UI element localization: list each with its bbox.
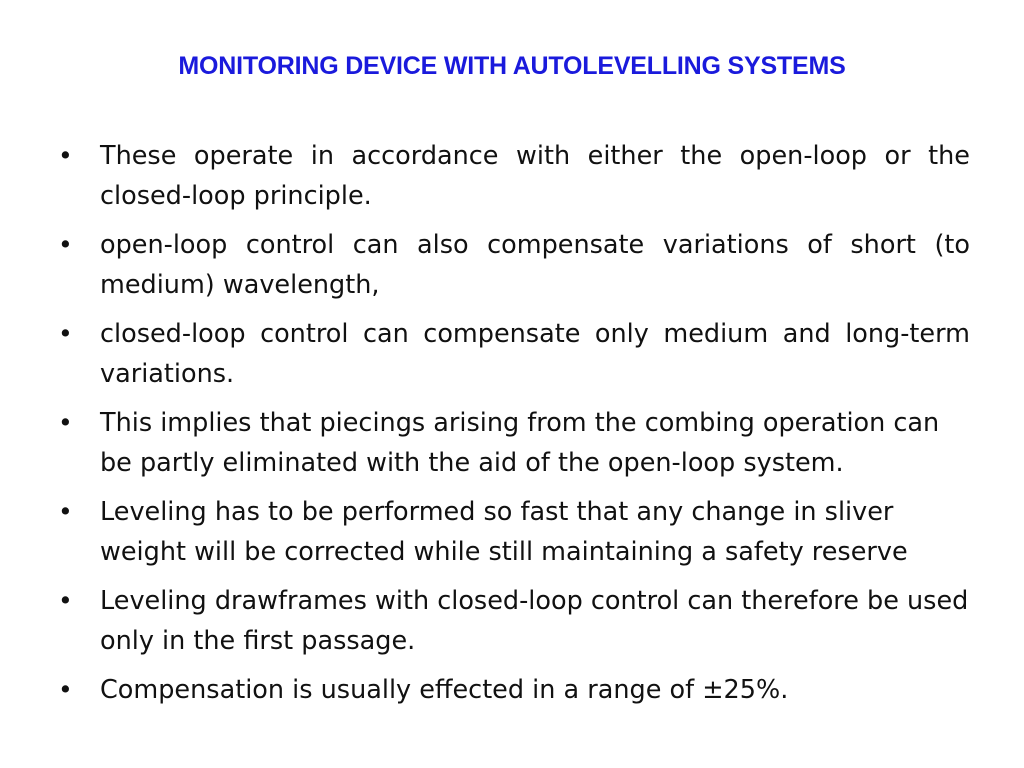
bullet-list bbox=[56, 136, 970, 719]
bullet-item bbox=[56, 403, 970, 483]
bullet-marker: • bbox=[58, 586, 73, 615]
bullet-text: Leveling drawframes with closed-loop control can therefore be used only in the first passage. bbox=[100, 586, 969, 656]
bullet-marker: • bbox=[58, 141, 73, 170]
bullet-item bbox=[56, 314, 970, 394]
bullet-marker: • bbox=[58, 319, 73, 348]
bullet-marker: • bbox=[58, 230, 73, 259]
bullet-item bbox=[56, 581, 970, 661]
bullet-marker: • bbox=[58, 497, 73, 526]
bullet-marker: • bbox=[58, 408, 73, 437]
bullet-text: Compensation is usually effected in a range of ±25%. bbox=[100, 675, 789, 705]
bullet-text: This implies that piecings arising from the combing operation can be partly eliminated with the aid of the open-loop system. bbox=[100, 408, 940, 478]
bullet-text: closed-loop control can compensate only medium and long-term variations. bbox=[100, 319, 970, 389]
bullet-item bbox=[56, 670, 970, 710]
slide-title: MONITORING DEVICE WITH AUTOLEVELLING SYSTEMS bbox=[178, 52, 846, 80]
bullet-text: Leveling has to be performed so fast that any change in sliver weight will be corrected while still maintaining a safety reserve bbox=[100, 497, 908, 567]
bullet-marker: • bbox=[58, 675, 73, 704]
bullet-item bbox=[56, 225, 970, 305]
bullet-text: These operate in accordance with either the open-loop or the closed-loop principle. bbox=[100, 141, 970, 211]
bullet-item bbox=[56, 136, 970, 216]
bullet-item bbox=[56, 492, 970, 572]
bullet-text: open-loop control can also compensate variations of short (to medium) wavelength, bbox=[100, 230, 970, 300]
